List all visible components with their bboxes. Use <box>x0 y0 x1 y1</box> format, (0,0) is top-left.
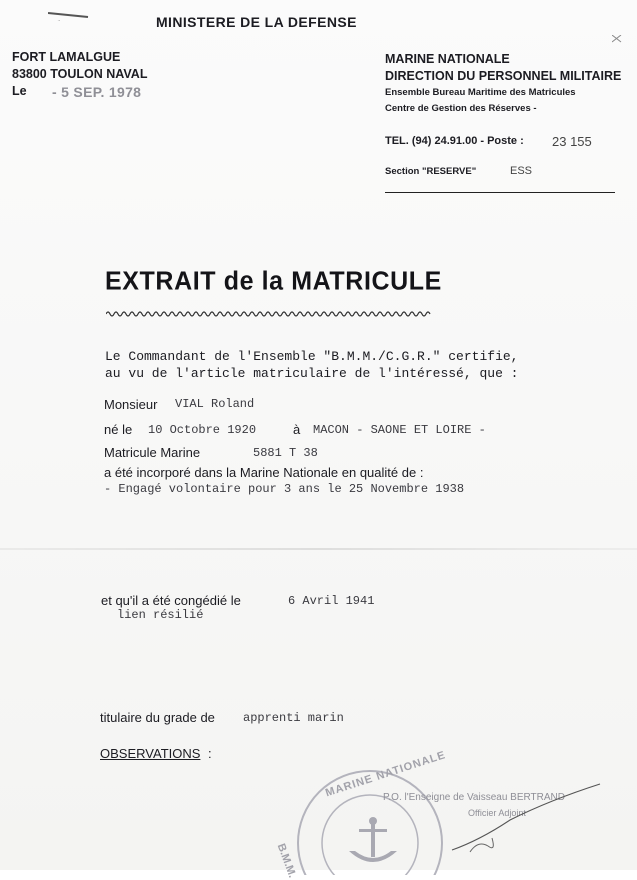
at-label: à <box>293 422 301 437</box>
signature-line-2: Officier Adjoint <box>468 808 526 818</box>
date-prefix: Le <box>12 84 27 98</box>
monsieur-label: Monsieur <box>104 397 158 412</box>
discharge-reason: lien résilié <box>117 608 204 622</box>
discharge-label: et qu'il a été congédié le <box>101 593 241 608</box>
service-line-4: Centre de Gestion des Réserves - <box>385 103 537 114</box>
address-line-1: FORT LAMALGUE <box>12 50 121 64</box>
born-label: né le <box>104 422 133 437</box>
service-line-2: DIRECTION DU PERSONNEL MILITAIRE <box>385 69 622 83</box>
observations-label: OBSERVATIONS <box>100 746 201 761</box>
service-line-3: Ensemble Bureau Maritime des Matricules <box>385 87 576 98</box>
corner-mark-2 <box>612 30 622 38</box>
document-title: EXTRAIT de la MATRICULE <box>105 266 442 296</box>
tel-label: TEL. (94) 24.91.00 - Poste : <box>385 135 524 147</box>
birth-place: MACON - SAONE ET LOIRE - <box>313 423 486 437</box>
observations-colon: : <box>208 746 212 761</box>
incorporation-text: a été incorporé dans la Marine Nationale en qualité de : <box>104 465 424 480</box>
seal-text-top: MARINE NATIONALE <box>324 749 448 800</box>
discharge-date: 6 Avril 1941 <box>288 594 375 608</box>
corner-mark <box>48 8 92 16</box>
paper-fold <box>0 548 637 550</box>
address-line-2: 83800 TOULON NAVAL <box>12 67 148 81</box>
handwritten-signature <box>440 780 610 860</box>
seal-text-left: B.M.M. <box>274 842 299 880</box>
date-stamp: - 5 SEP. 1978 <box>52 84 142 100</box>
service-wavy-divider-1 <box>384 124 616 128</box>
intro-line-1: Le Commandant de l'Ensemble "B.M.M./C.G.R." certifie, <box>105 349 519 364</box>
section-label: Section "RESERVE" <box>385 166 477 177</box>
grade-value: apprenti marin <box>243 711 344 725</box>
ministry-heading: MINISTERE DE LA DEFENSE <box>156 14 357 30</box>
service-wavy-divider-2 <box>384 156 616 160</box>
section-code: ESS <box>510 165 533 177</box>
signature-line-1: P.O. l'Enseigne de Vaisseau BERTRAND <box>383 792 566 803</box>
title-wavy-underline <box>106 305 432 313</box>
tel-extension: 23 155 <box>552 134 592 149</box>
service-rule <box>385 192 615 193</box>
service-line-1: MARINE NATIONALE <box>385 52 510 66</box>
person-name: VIAL Roland <box>175 397 255 411</box>
intro-line-2: au vu de l'article matriculaire de l'intéressé, que : <box>105 366 519 381</box>
grade-label: titulaire du grade de <box>100 710 215 725</box>
engagement-text: - Engagé volontaire pour 3 ans le 25 Novembre 1938 <box>104 482 465 496</box>
birth-date: 10 Octobre 1920 <box>148 423 257 437</box>
matricule-label: Matricule Marine <box>104 445 201 460</box>
matricule-value: 5881 T 38 <box>253 446 318 460</box>
